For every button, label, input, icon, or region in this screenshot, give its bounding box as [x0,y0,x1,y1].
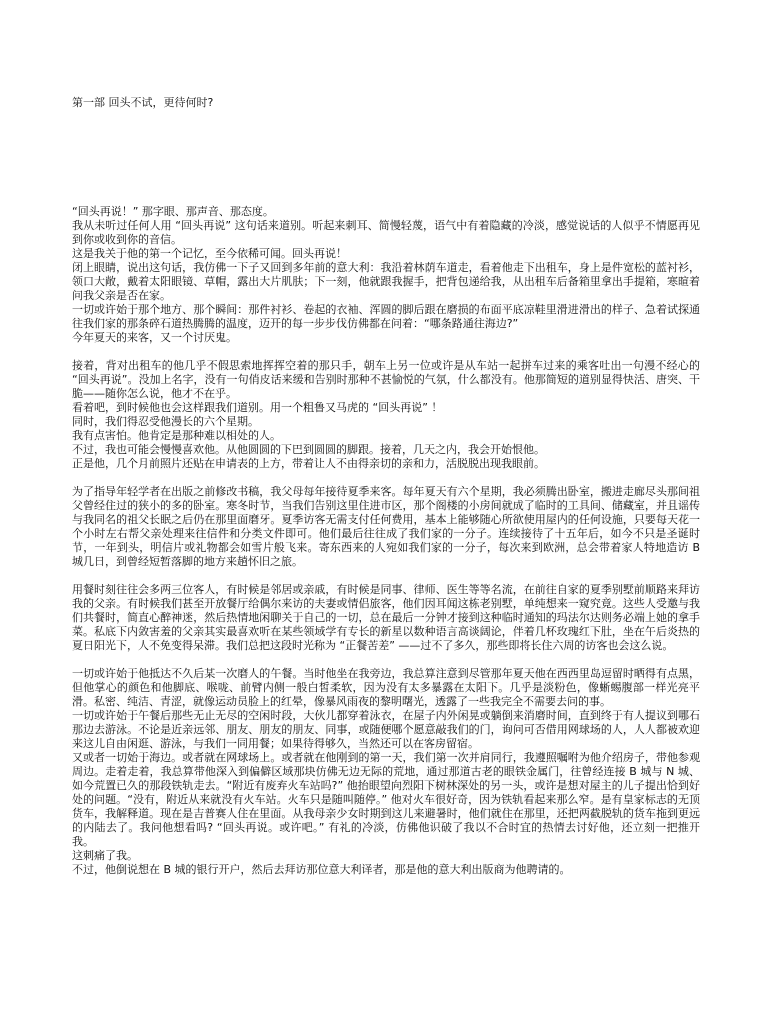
paragraph: 闭上眼睛，说出这句话，我仿佛一下子又回到多年前的意大利：我沿着林荫车道走，看着他走下出租车，身上是件宽松的蓝衬衫，领口大敞，戴着太阳眼镜、草帽，露出大片肌肤；下一刻，他就跟我握手，把背包递给我，从出租车后备箱里拿出手提箱，寒暄着问我父亲是否在家。 [72,261,700,302]
body-text [72,205,700,877]
paragraph: 这是我关于他的第一个记忆，至今依稀可闻。回头再说！ [72,247,347,260]
paragraph-gap [72,569,700,583]
paragraph: 正是他，几个月前照片还贴在申请表的上方，带着让人不由得亲切的亲和力，活脱脱出现我眼前。 [72,457,545,470]
paragraph: 不过，他倒说想在 B 城的银行开户，然后去拜访那位意大利译者，那是他的意大利出版商为他聘请的。 [72,863,571,876]
paragraph: 看着吧，到时候他也会这样跟我们道别。用一个粗鲁又马虎的 “回头再说” ！ [72,401,443,414]
paragraph: 同时，我们得忍受他漫长的六个星期。 [72,415,259,428]
paragraph: 一切或许始于午餐后那些无止无尽的空闲时段，大伙儿都穿着泳衣，在屋子内外闲晃或躺倒来消磨时间，直到终于有人提议到哪石那边去游泳。不论是近亲远邻、朋友、朋友的朋友、同事，或随便哪个愿意敲我们的门，询问可否借用网球场的人，人人都被欢迎来这儿自由闲逛、游泳，与我们一同用餐；如果待得够久，当然还可以在客房留宿。 [72,709,700,750]
paragraph: 这刺痛了我。 [72,849,138,862]
paragraph: 不过，我也可能会慢慢喜欢他。从他圆圆的下巴到圆圆的脚跟。接着，几天之内，我会开始恨他。 [72,443,545,456]
paragraph: 用餐时刻往往会多两三位客人，有时候是邻居或亲戚，有时候是同事、律师、医生等等名流，在前往自家的夏季别墅前顺路来拜访我的父亲。有时候我们甚至开放餐厅给偶尔来访的夫妻或情侣旅客，他们因耳闻这栋老别墅，单纯想来一窥究竟。这些人受邀与我们共餐时，简直心醉神迷，然后热情地闲聊关于自己的一切，总在最后一分钟才接到这种临时通知的玛法尔达则务必端上她的拿手菜。私底下内敛害羞的父亲其实最喜欢听在某些领域学有专长的新星以数种语言高谈阔论，伴着几杯玫瑰红下肚，坐在午后炎热的夏日阳光下，人不免变得呆滞。我们总把这段时光称为 “正餐苦差” ——过不了多久，那些即将长住六周的访客也会这么说。 [72,583,700,652]
paragraph: 一切或许始于那个地方、那个瞬间：那件衬衫、卷起的衣袖、浑圆的脚后跟在磨损的布面平底凉鞋里滑进滑出的样子、急着试探通往我们家的那条碎石道热腾腾的温度，迈开的每一步步伐仿佛都在问着：“哪条路通往海边?” [72,303,700,330]
paragraph-gap [72,653,700,667]
paragraph-gap [72,345,700,359]
paragraph: 一切或许始于他抵达不久后某一次磨人的午餐。当时他坐在我旁边，我总算注意到尽管那年夏天他在西西里岛逗留时晒得有点黑，但他掌心的颜色和他脚底、喉咙、前臂内侧一般白皙柔软，因为没有太多暴露在太阳下。几乎是淡粉色，像蜥蜴腹部一样光亮平滑。私密、纯洁、青涩，就像运动员脸上的红晕，像暴风雨夜的黎明曙光，透露了一些我完全不需要去问的事。 [72,667,700,708]
paragraph: 我有点害怕。他肯定是那种难以相处的人。 [72,429,281,442]
paragraph: 今年夏天的来客，又一个讨厌鬼。 [72,331,237,344]
paragraph: 接着，背对出租车的他几乎不假思索地挥挥空着的那只手，朝车上另一位或许是从车站一起拼车过来的乘客吐出一句漫不经心的 “回头再说”。没加上名字，没有一句俏皮话来缓和告别时那种不甚愉悦的气氛，什么都没有。他那简短的道别显得快活、唐突、干脆——随你怎么说，他才不在乎。 [72,359,700,400]
paragraph: 我从未听过任何人用 “回头再说” 这句话来道别。听起来刺耳、简慢轻蔑，语气中有着隐藏的冷淡，感觉说话的人似乎不情愿再见到你或收到你的音信。 [72,219,700,246]
paragraph: 又或者一切始于海边。或者就在网球场上。或者就在他刚到的第一天，我们第一次并肩同行，我遵照嘱咐为他介绍房子，带他参观周边。走着走着，我总算带他深入到偏僻区域那块仿佛无边无际的荒地，通过那道古老的眼铁金属门，往曾经连接 B 城与 N 城、如今荒置已久的那段铁轨走去。“附近有废弃火车站吗?” 他抬眼望向烈阳下树林深处的另一头，或许是想对屋主的儿子提出恰到好处的问题。“没有，附近从来就没有火车站。火车只是随叫随停。” 他对火车很好奇，因为铁轨看起来那么窄。是有皇家标志的无顶货车，我解释道。现在是吉普赛人住在里面。从我母亲少女时期到这儿来避暑时，他们就住在那里，还把两截脱轨的货车拖到更远的内陆去了。我问他想看吗? “回头再说。或许吧。” 有礼的冷淡，仿佛他识破了我以不合时宜的热情去讨好他，还立刻一把推开我。 [72,751,700,848]
chapter-title: 第一部 回头不试，更待何时? [72,96,214,109]
paragraph-gap [72,471,700,485]
paragraph: 为了指导年轻学者在出版之前修改书稿，我父母每年接待夏季来客。每年夏天有六个星期，我必须腾出卧室，搬进走廊尽头那间祖父曾经住过的狭小的多的卧室。寒冬时节，当我们告别这里住进市区，那个阁楼的小房间就成了临时的工具间、储藏室，并且谣传与我同名的祖父长眠之后仍在那里面磨牙。夏季访客无需支付任何费用，基本上能够随心所欲使用屋内的任何设施，只要每天花一个小时左右帮父亲处理来往信件和分类文件即可。他们最后往往成了我们家的一分子。连续接待了十五年后，如今不只是圣诞时节，一年到头，明信片或礼物都会如雪片般飞来。寄东西来的人宛如我们家的一分子，每次来到欧洲，总会带着家人特地造访 B 城几日，到曾经短暂落脚的地方来趟怀旧之旅。 [72,485,700,568]
paragraph: “回头再说！” 那字眼、那声音、那态度。 [72,205,274,218]
